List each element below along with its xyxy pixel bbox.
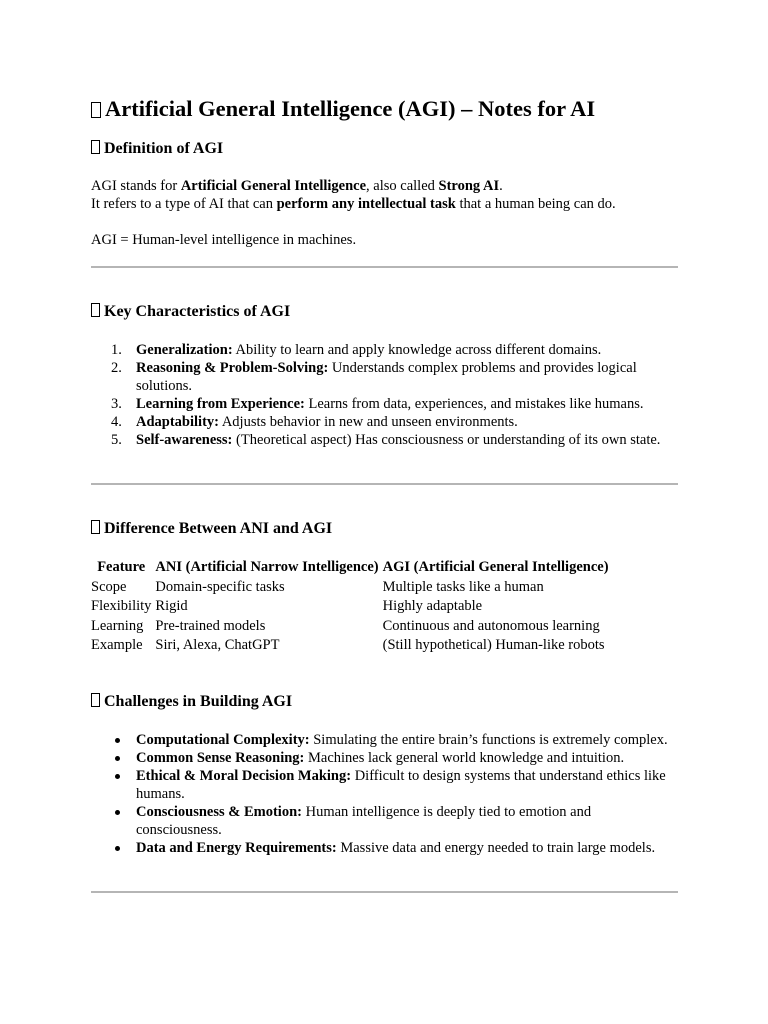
bullet-icon	[115, 774, 120, 779]
list-term: Self-awareness:	[136, 432, 233, 448]
list-text: Difficult to design systems that understand ethics like humans.	[136, 768, 666, 802]
definition-heading-text: Definition of AGI	[104, 140, 224, 157]
characteristics-heading-text: Key Characteristics of AGI	[104, 303, 291, 320]
list-item	[91, 413, 678, 431]
table-header-row	[89, 558, 611, 578]
list-term: Consciousness & Emotion:	[136, 804, 302, 820]
table-row	[89, 597, 611, 617]
list-term: Learning from Experience:	[136, 396, 305, 412]
list-term: Reasoning & Problem-Solving:	[136, 360, 329, 376]
table-row	[89, 578, 611, 598]
table-cell: Highly adaptable	[382, 598, 483, 614]
definition-heading	[91, 139, 223, 159]
list-text: Simulating the entire brain’s functions is extremely complex.	[309, 732, 668, 748]
bullet-icon	[115, 738, 120, 743]
list-text: Adjusts behavior in new and unseen environments.	[219, 414, 518, 430]
challenges-heading	[91, 692, 292, 712]
column-header: AGI (Artificial General Intelligence)	[382, 559, 609, 575]
list-item	[91, 803, 678, 839]
bullet-icon	[115, 846, 120, 851]
list-item	[91, 767, 678, 803]
list-item	[91, 395, 678, 413]
missing-glyph-icon	[91, 693, 100, 707]
list-text: Ability to learn and apply knowledge across different domains.	[232, 342, 602, 358]
list-term: Common Sense Reasoning:	[136, 750, 305, 766]
table-cell: Scope	[91, 578, 127, 595]
list-term: Generalization:	[136, 342, 233, 358]
missing-glyph-icon	[91, 102, 101, 118]
list-text: Understands complex problems and provides logical solutions.	[136, 360, 637, 394]
divider	[91, 891, 678, 893]
text-run: It refers to a type of AI that can	[91, 196, 277, 212]
table-row	[89, 636, 611, 656]
table-cell: Siri, Alexa, ChatGPT	[155, 637, 280, 653]
characteristics-heading	[91, 302, 290, 322]
list-text: Learns from data, experiences, and mistakes like humans.	[304, 396, 644, 412]
list-text: Human intelligence is deeply tied to emotion and consciousness.	[136, 804, 592, 838]
list-text: (Theoretical aspect) Has consciousness or understanding of its own state.	[232, 432, 661, 448]
list-number: 1.	[111, 342, 122, 358]
text-run: that a human being can do.	[455, 196, 616, 212]
list-term: Computational Complexity:	[136, 732, 310, 748]
list-text: Machines lack general world knowledge and intuition.	[304, 750, 625, 766]
list-term: Data and Energy Requirements:	[136, 840, 337, 856]
bold-text: Artificial General Intelligence	[180, 178, 367, 194]
list-item	[91, 431, 678, 449]
bullet-icon	[115, 810, 120, 815]
challenges-heading-text: Challenges in Building AGI	[104, 693, 293, 710]
list-item	[91, 731, 678, 749]
missing-glyph-icon	[91, 140, 100, 154]
difference-heading	[91, 519, 332, 539]
table-cell: Domain-specific tasks	[155, 578, 285, 595]
list-item	[91, 359, 678, 395]
definition-line-1	[91, 177, 503, 195]
list-number: 5.	[111, 432, 122, 448]
challenges-list	[91, 731, 678, 857]
comparison-table	[89, 558, 611, 656]
list-number: 2.	[111, 360, 122, 376]
table-cell: Pre-trained models	[155, 617, 266, 634]
definition-line-3: AGI = Human-level intelligence in machines.	[91, 232, 357, 248]
table-row	[89, 617, 611, 637]
table-cell: Example	[91, 637, 143, 653]
divider	[91, 483, 678, 485]
characteristics-list	[91, 341, 678, 449]
page-title-text: Artificial General Intelligence (AGI) – Notes for AI	[105, 96, 596, 121]
table-cell: Rigid	[155, 598, 188, 614]
table-cell: Learning	[91, 617, 144, 634]
list-number: 3.	[111, 396, 122, 412]
missing-glyph-icon	[91, 303, 100, 317]
list-term: Adaptability:	[136, 414, 219, 430]
divider	[91, 266, 678, 268]
table-cell: Multiple tasks like a human	[382, 578, 544, 595]
bold-text: perform any intellectual task	[276, 196, 456, 212]
list-item	[91, 341, 678, 359]
difference-heading-text: Difference Between ANI and AGI	[104, 520, 333, 537]
text-run: , also called	[366, 178, 439, 194]
table-cell: Continuous and autonomous learning	[382, 617, 600, 634]
column-header: ANI (Artificial Narrow Intelligence)	[155, 559, 379, 575]
list-number: 4.	[111, 414, 122, 430]
table-cell: (Still hypothetical) Human-like robots	[382, 637, 605, 653]
list-term: Ethical & Moral Decision Making:	[136, 768, 352, 784]
table-cell: Flexibility	[91, 598, 152, 614]
list-item	[91, 749, 678, 767]
page-title	[91, 96, 595, 122]
text-run: .	[499, 178, 503, 194]
list-item	[91, 839, 678, 857]
missing-glyph-icon	[91, 520, 100, 534]
text-run: AGI stands for	[91, 178, 181, 194]
bold-text: Strong AI	[438, 178, 500, 194]
column-header: Feature	[97, 559, 146, 575]
definition-line-2	[91, 195, 616, 213]
bullet-icon	[115, 756, 120, 761]
list-text: Massive data and energy needed to train large models.	[336, 840, 656, 856]
